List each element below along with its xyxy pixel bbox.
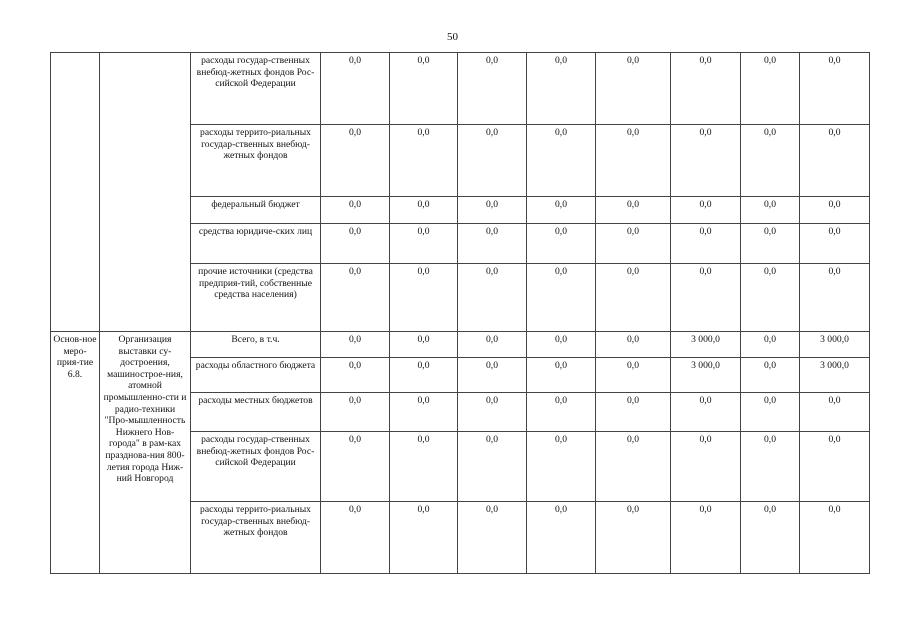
funding-source-cell: расходы областного бюджета [191, 358, 321, 393]
value-cell: 0,0 [390, 393, 458, 432]
table-row [51, 332, 870, 358]
value-cell: 0,0 [390, 53, 458, 125]
value-cell: 0,0 [527, 197, 596, 224]
value-cell: 0,0 [527, 358, 596, 393]
value-cell: 0,0 [321, 224, 390, 264]
value-cell: 0,0 [596, 393, 671, 432]
table-row [51, 53, 870, 125]
funding-source-cell: расходы местных бюджетов [191, 393, 321, 432]
value-cell: 0,0 [671, 224, 741, 264]
value-cell: 0,0 [671, 432, 741, 502]
value-cell: 0,0 [321, 53, 390, 125]
value-cell: 0,0 [671, 393, 741, 432]
value-cell: 0,0 [321, 393, 390, 432]
value-cell: 0,0 [800, 432, 870, 502]
value-cell: 0,0 [321, 432, 390, 502]
funding-source-cell: Всего, в т.ч. [191, 332, 321, 358]
value-cell: 0,0 [596, 358, 671, 393]
value-cell: 0,0 [458, 502, 527, 574]
value-cell: 0,0 [671, 125, 741, 197]
value-cell: 0,0 [527, 393, 596, 432]
value-cell: 0,0 [800, 502, 870, 574]
value-cell: 0,0 [458, 53, 527, 125]
value-cell: 0,0 [390, 502, 458, 574]
funding-source-cell: расходы террито-риальных государ-ственных внебюд-жетных фондов [191, 502, 321, 574]
value-cell: 0,0 [390, 332, 458, 358]
value-cell: 0,0 [527, 502, 596, 574]
value-cell: 0,0 [596, 224, 671, 264]
value-cell: 0,0 [321, 358, 390, 393]
value-cell: 0,0 [741, 332, 800, 358]
value-cell: 0,0 [741, 264, 800, 332]
value-cell: 0,0 [671, 502, 741, 574]
value-cell: 0,0 [390, 197, 458, 224]
funding-source-cell: расходы государ-ственных внебюд-жетных фондов Рос-сийской Федерации [191, 432, 321, 502]
value-cell: 0,0 [596, 197, 671, 224]
value-cell: 0,0 [596, 264, 671, 332]
empty-activity-type-cell [51, 53, 100, 332]
value-cell: 0,0 [741, 197, 800, 224]
value-cell: 0,0 [458, 224, 527, 264]
value-cell: 0,0 [390, 358, 458, 393]
value-cell: 0,0 [390, 224, 458, 264]
value-cell: 0,0 [596, 125, 671, 197]
value-cell: 0,0 [321, 125, 390, 197]
value-cell: 0,0 [321, 197, 390, 224]
funding-source-cell: прочие источники (средства предприя-тий, собственные средства населения) [191, 264, 321, 332]
value-cell: 0,0 [458, 332, 527, 358]
value-cell: 0,0 [800, 53, 870, 125]
value-cell: 3 000,0 [671, 332, 741, 358]
value-cell: 0,0 [741, 125, 800, 197]
value-cell: 0,0 [527, 125, 596, 197]
value-cell: 0,0 [458, 125, 527, 197]
value-cell: 0,0 [741, 432, 800, 502]
value-cell: 0,0 [596, 53, 671, 125]
value-cell: 0,0 [741, 393, 800, 432]
value-cell: 0,0 [741, 224, 800, 264]
value-cell: 0,0 [390, 432, 458, 502]
budget-table-body [51, 53, 870, 574]
value-cell: 0,0 [527, 432, 596, 502]
value-cell: 0,0 [671, 264, 741, 332]
value-cell: 3 000,0 [800, 358, 870, 393]
funding-source-cell: расходы террито-риальных государ-ственных внебюд-жетных фондов [191, 125, 321, 197]
value-cell: 0,0 [527, 53, 596, 125]
activity-name-cell: Организация выставки су-достроения, машинострое-ния, атомной промышленно-сти и радио-техники "Про-мышленность Нижнего Нов-города" в рам-ках празднова-ния 800-летия города Ниж-ний Новгород [100, 332, 191, 574]
value-cell: 3 000,0 [671, 358, 741, 393]
value-cell: 0,0 [800, 393, 870, 432]
value-cell: 0,0 [458, 197, 527, 224]
value-cell: 0,0 [800, 125, 870, 197]
value-cell: 0,0 [741, 358, 800, 393]
budget-table [50, 52, 870, 574]
value-cell: 0,0 [321, 332, 390, 358]
value-cell: 0,0 [741, 53, 800, 125]
value-cell: 0,0 [390, 125, 458, 197]
value-cell: 0,0 [527, 332, 596, 358]
value-cell: 0,0 [800, 197, 870, 224]
value-cell: 0,0 [527, 264, 596, 332]
value-cell: 0,0 [458, 432, 527, 502]
page-number: 50 [447, 31, 458, 43]
value-cell: 0,0 [596, 332, 671, 358]
funding-source-cell: расходы государ-ственных внебюд-жетных фондов Рос-сийской Федерации [191, 53, 321, 125]
empty-activity-name-cell [100, 53, 191, 332]
funding-source-cell: средства юридиче-ских лиц [191, 224, 321, 264]
value-cell: 0,0 [671, 53, 741, 125]
value-cell: 0,0 [671, 197, 741, 224]
value-cell: 0,0 [800, 224, 870, 264]
value-cell: 0,0 [390, 264, 458, 332]
value-cell: 0,0 [596, 432, 671, 502]
value-cell: 0,0 [458, 358, 527, 393]
activity-type-cell: Основ-ное меро-прия-тие 6.8. [51, 332, 100, 574]
value-cell: 0,0 [458, 393, 527, 432]
value-cell: 0,0 [458, 264, 527, 332]
value-cell: 0,0 [800, 264, 870, 332]
value-cell: 0,0 [321, 502, 390, 574]
funding-source-cell: федеральный бюджет [191, 197, 321, 224]
value-cell: 0,0 [321, 264, 390, 332]
value-cell: 0,0 [527, 224, 596, 264]
value-cell: 3 000,0 [800, 332, 870, 358]
value-cell: 0,0 [596, 502, 671, 574]
value-cell: 0,0 [741, 502, 800, 574]
